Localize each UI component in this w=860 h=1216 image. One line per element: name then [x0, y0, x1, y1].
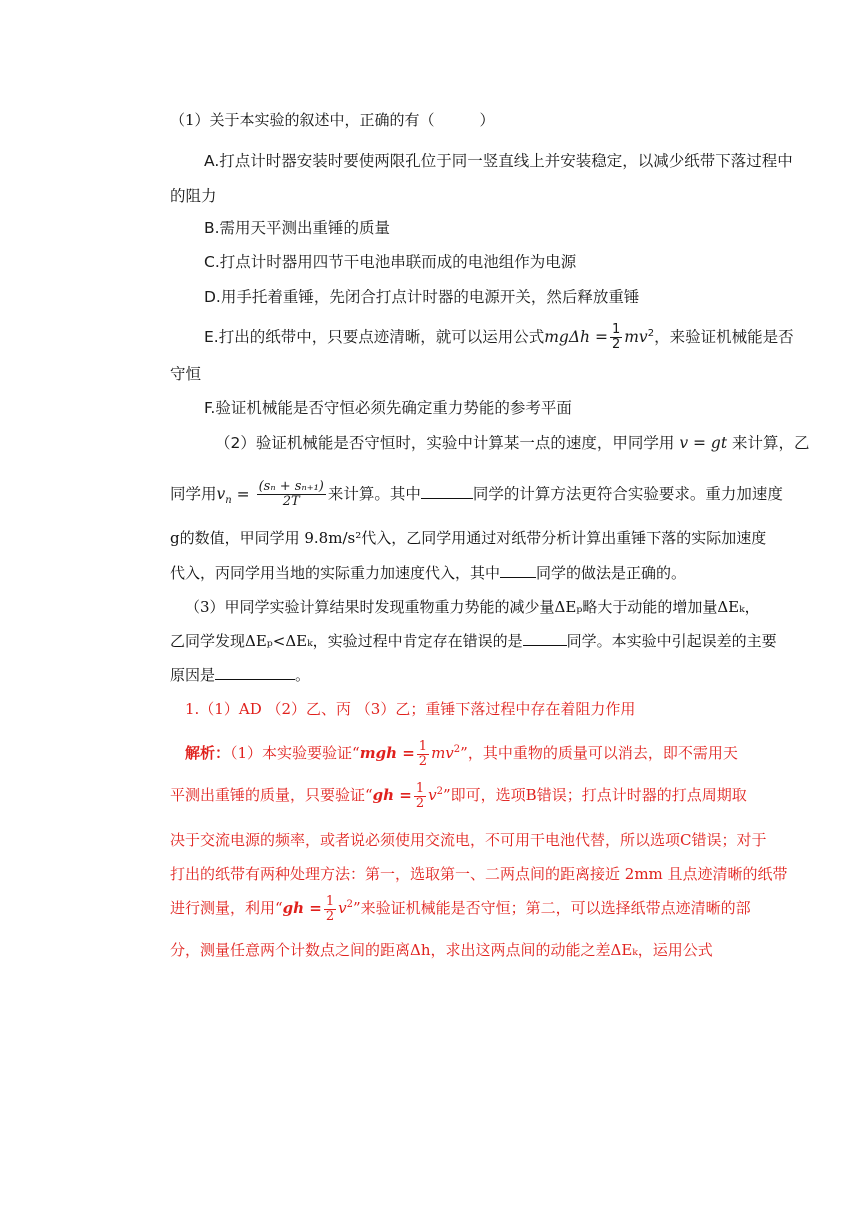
analysis-l5-formula-left: gh =	[282, 899, 322, 917]
analysis-l5-pre: 进行测量，利用“	[170, 899, 283, 917]
analysis-l1-sup: 2	[453, 744, 461, 755]
analysis-l5-sup: 2	[346, 899, 353, 910]
q2-line2	[170, 474, 783, 514]
q2-line4	[170, 562, 686, 584]
q2-line2-vsub: n	[225, 495, 232, 507]
analysis-line1	[185, 733, 738, 773]
q1-option-f: F.验证机械能是否守恒必须先确定重力势能的参考平面	[204, 399, 572, 417]
analysis-l2-fraction	[414, 782, 426, 811]
q3-line2-post: 同学。本实验中引起误差的主要	[566, 632, 777, 650]
analysis-l5-fraction	[324, 895, 336, 924]
q1-stem: （1）关于本实验的叙述中，正确的有（ ）	[170, 111, 495, 129]
q3-line3-pre: 原因是	[170, 666, 216, 684]
q3-line3	[170, 664, 310, 686]
q1-option-e-frac-num: 1	[611, 322, 621, 337]
analysis-l2-sup: 2	[436, 786, 443, 797]
q2-blank-1[interactable]	[421, 484, 473, 499]
analysis-l5-formula-right: v	[338, 899, 347, 917]
q1-option-e-text-post: ，来验证机械能是否	[654, 328, 794, 346]
q1-option-e-fraction	[610, 323, 622, 352]
q1-option-e-formula-left: mgΔh =	[544, 328, 608, 346]
q1-option-e-frac-den: 2	[611, 337, 621, 352]
analysis-l1-formula-left: mgh =	[359, 744, 415, 762]
analysis-line3: 决于交流电源的频率，或者说必须使用交流电，不可用干电池代替，所以选项C错误；对于	[170, 831, 767, 849]
q2-line2-eq: =	[236, 485, 250, 503]
q3-line2-pre: 乙同学发现ΔEₚ<ΔEₖ，实验过程中肯定存在错误的是	[170, 632, 523, 650]
q2-line1-formula: v = gt	[679, 434, 728, 452]
q3-line3-post: 。	[295, 666, 311, 684]
analysis-l1-fraction	[417, 740, 429, 769]
q3-line2	[170, 630, 777, 652]
answer-line: 1.（1）AD （2）乙、丙 （3）乙；重锤下落过程中存在着阻力作用	[185, 700, 636, 718]
analysis-l2-post: ”即可，选项B错误；打点计时器的打点周期取	[443, 786, 747, 804]
q2-line2-pre: 同学用	[170, 485, 217, 503]
analysis-l2-frac-num: 1	[415, 780, 425, 796]
q1-option-e-formula-right: mv	[624, 328, 648, 346]
q3-blank-2[interactable]	[215, 665, 295, 680]
q1-option-e-text-pre: E.打出的纸带中，只要点迹清晰，就可以运用公式	[204, 328, 545, 346]
q2-blank-2[interactable]	[500, 563, 536, 578]
q1-option-b: B.需用天平测出重锤的质量	[204, 219, 391, 237]
q2-line1-pre: （2）验证机械能是否守恒时，实验中计算某一点的速度，甲同学用	[215, 434, 675, 452]
analysis-l1-frac-num: 1	[418, 738, 428, 754]
analysis-l5-frac-den: 2	[325, 908, 335, 924]
analysis-l1-pre: （1）本实验要验证“	[230, 744, 360, 762]
q2-line2-post2: 同学的计算方法更符合实验要求。重力加速度	[472, 485, 783, 503]
q2-line2-fraction	[257, 480, 326, 509]
q3-line1: （3）甲同学实验计算结果时发现重物重力势能的减少量ΔEₚ略大于动能的增加量ΔEₖ，	[185, 598, 760, 616]
q1-option-e-line2: 守恒	[170, 365, 202, 383]
analysis-l2-pre: 平测出重锤的质量，只要验证“	[170, 786, 373, 804]
analysis-l1-post: ”，其中重物的质量可以消去，即不需用天	[460, 744, 738, 762]
q3-blank-1[interactable]	[523, 631, 567, 646]
q2-line1	[215, 430, 810, 456]
analysis-line2	[170, 775, 747, 815]
q1-option-d: D.用手托着重锤，先闭合打点计时器的电源开关，然后释放重锤	[204, 288, 640, 306]
analysis-line6: 分，测量任意两个计数点之间的距离Δh，求出这两点间的动能之差ΔEₖ，运用公式	[170, 941, 713, 959]
q2-line2-frac-den: 2T	[282, 494, 300, 509]
q2-line4-pre: 代入，丙同学用当地的实际重力加速度代入，其中	[170, 564, 501, 582]
q2-line2-post: 来计算。其中	[327, 485, 421, 503]
q1-option-a-line2: 的阻力	[170, 187, 217, 205]
analysis-line4: 打出的纸带有两种处理方法：第一，选取第一、二两点间的距离接近 2mm 且点迹清晰的纸带	[170, 865, 788, 883]
analysis-l5-frac-num: 1	[325, 893, 335, 909]
q2-line3: g的数值，甲同学用 9.8m/s²代入，乙同学用通过对纸带分析计算出重锤下落的实际加速度	[170, 529, 767, 547]
analysis-l2-formula-left: gh =	[372, 786, 412, 804]
analysis-label: 解析：	[185, 744, 231, 762]
q1-option-c: C.打点计时器用四节干电池串联而成的电池组作为电源	[204, 253, 577, 271]
q2-line2-frac-num: (sₙ + sₙ₊₁)	[258, 479, 324, 494]
analysis-l5-post: ”来验证机械能是否守恒；第二，可以选择纸带点迹清晰的部	[353, 899, 751, 917]
q2-line4-post: 同学的做法是正确的。	[536, 564, 687, 582]
analysis-l1-formula-right: mv	[431, 744, 454, 762]
analysis-l1-frac-den: 2	[418, 753, 428, 769]
analysis-l2-formula-right: v	[428, 786, 437, 804]
q2-line1-post: 来计算，乙	[732, 434, 810, 452]
analysis-l2-frac-den: 2	[415, 795, 425, 811]
q2-line2-v: v	[216, 485, 226, 503]
q1-option-a-line1: A.打点计时器安装时要使两限孔位于同一竖直线上并安装稳定，以减少纸带下落过程中	[204, 152, 793, 170]
analysis-line5	[170, 888, 751, 928]
q1-option-e-line1	[204, 320, 794, 354]
q1-option-e-sup: 2	[647, 327, 655, 339]
